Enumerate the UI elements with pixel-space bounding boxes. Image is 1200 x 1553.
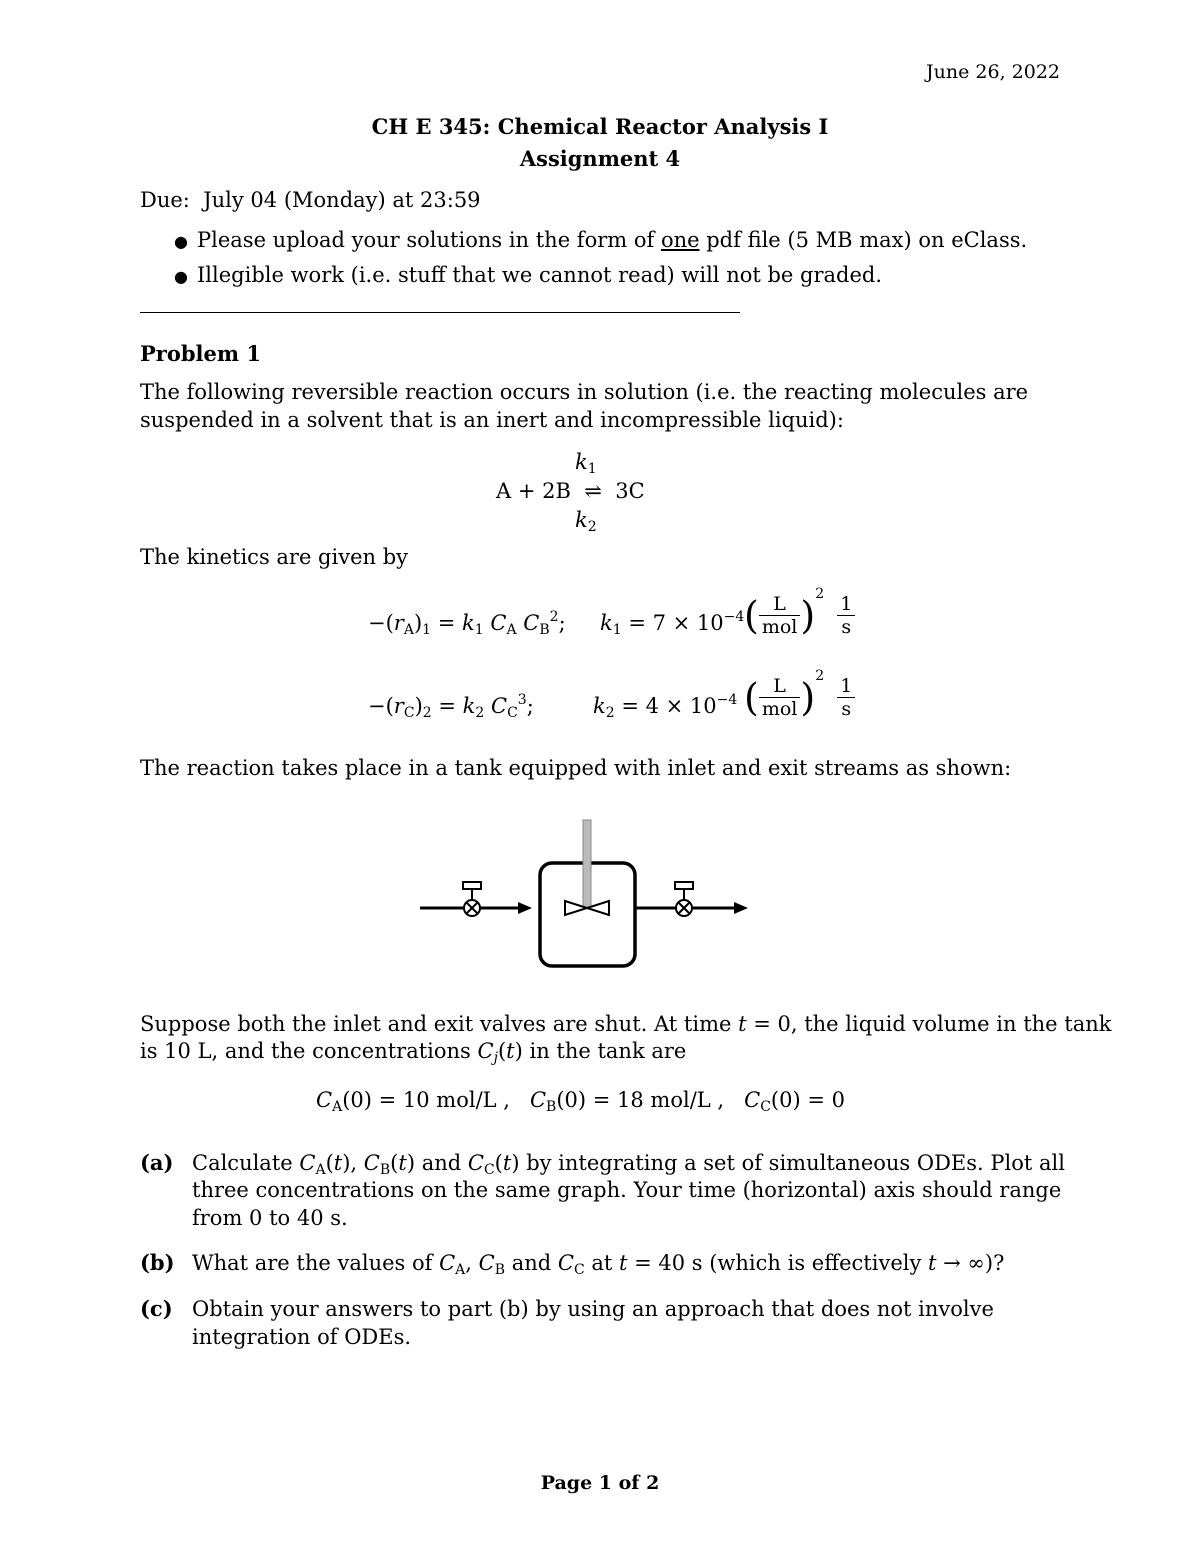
agitator-shaft [583,820,591,908]
inlet-arrow [518,902,532,914]
section-divider [140,312,740,313]
reaction-k2: $k_2$ [575,508,597,535]
suppose-line-2: is 10 L, and the concentrations $C_j(t)$ in the tank are [140,1039,687,1066]
course-title: CH E 345: Chemical Reactor Analysis I [371,114,829,139]
rate-law-1: $-(r_A)_1 = k_1$ $C_A$ $C_B^2$; [368,609,566,638]
bullet-icon: ● [174,267,188,286]
part-a: (a) Calculate $C_A(t)$, $C_B(t)$ and $C_C(t)$ by integrating a set of simultaneous ODEs. Plot all [140,1150,1065,1178]
page-number: Page 1 of 2 [540,1472,660,1494]
tank-intro: The reaction takes place in a tank equipped with inlet and exit streams as shown: [140,756,1012,780]
tank-diagram [410,815,760,980]
kinetics-intro: The kinetics are given by [140,545,409,569]
part-a-label: (a) [140,1150,174,1175]
k2-units: ( $\frac{L}{\text{mol}}$ )2 $\frac{1}{s}$ [744,668,855,720]
k1-value: $k_1 = 7 \times 10^{-4}$ [600,609,745,638]
intro-line-1: The following reversible reaction occurs in solution (i.e. the reacting molecules are [140,380,1029,404]
reaction-rhs: 3C [615,479,645,503]
reaction-lhs: A + 2B [496,479,571,503]
initial-conditions: $C_A(0) = 10$ mol/L , $C_B(0) = 18$ mol/L , $C_C(0) = 0$ [316,1088,845,1115]
suppose-line-1: Suppose both the inlet and exit valves are shut. At time t = 0, the liquid volume in the tank [140,1012,1112,1036]
part-c: (c) Obtain your answers to part (b) by using an approach that does not involve [140,1296,994,1321]
part-c-line-2: integration of ODEs. [192,1325,412,1349]
due-line [140,186,481,214]
rate-law-2: $-(r_C)_2 = k_2$ $C_C^3$; [368,692,534,721]
part-b-label: (b) [140,1250,175,1275]
underlined-one: one [660,228,700,252]
bullet-item-upload: ● Please upload your solutions in the form of one pdf file (5 MB max) on eClass. [165,226,1027,256]
reaction-k1: $k_1$ [575,450,597,477]
k2-value: $k_2 = 4 \times 10^{-4}$ [593,692,738,721]
k1-units: ( $\frac{L}{\text{mol}}$ )2 $\frac{1}{s}$ [744,586,855,638]
reaction-arrow: ⇌ [584,479,602,503]
part-a-line-3: from 0 to 40 s. [192,1206,348,1230]
intro-line-2: suspended in a solvent that is an inert and incompressible liquid): [140,408,844,432]
inlet-valve-icon [463,882,481,916]
reaction-equation [496,477,645,505]
document-date: June 26, 2022 [926,61,1060,83]
due-value: July 04 (Monday) at 23:59 [203,188,481,212]
outlet-valve-icon [675,882,693,916]
part-a-line-2: three concentrations on the same graph. Your time (horizontal) axis should range [192,1178,1062,1202]
due-label: Due: [140,188,190,212]
bullet-item-illegible: ● Illegible work (i.e. stuff that we cannot read) will not be graded. [165,261,882,291]
bullet-icon: ● [174,232,188,251]
part-b: (b) What are the values of $C_A$, $C_B$ and $C_C$ at t = 40 s (which is effectively t → ∞)? [140,1250,1005,1278]
part-c-label: (c) [140,1296,173,1321]
outlet-arrow [734,902,748,914]
assignment-title: Assignment 4 [519,146,681,171]
problem-heading: Problem 1 [140,341,262,366]
